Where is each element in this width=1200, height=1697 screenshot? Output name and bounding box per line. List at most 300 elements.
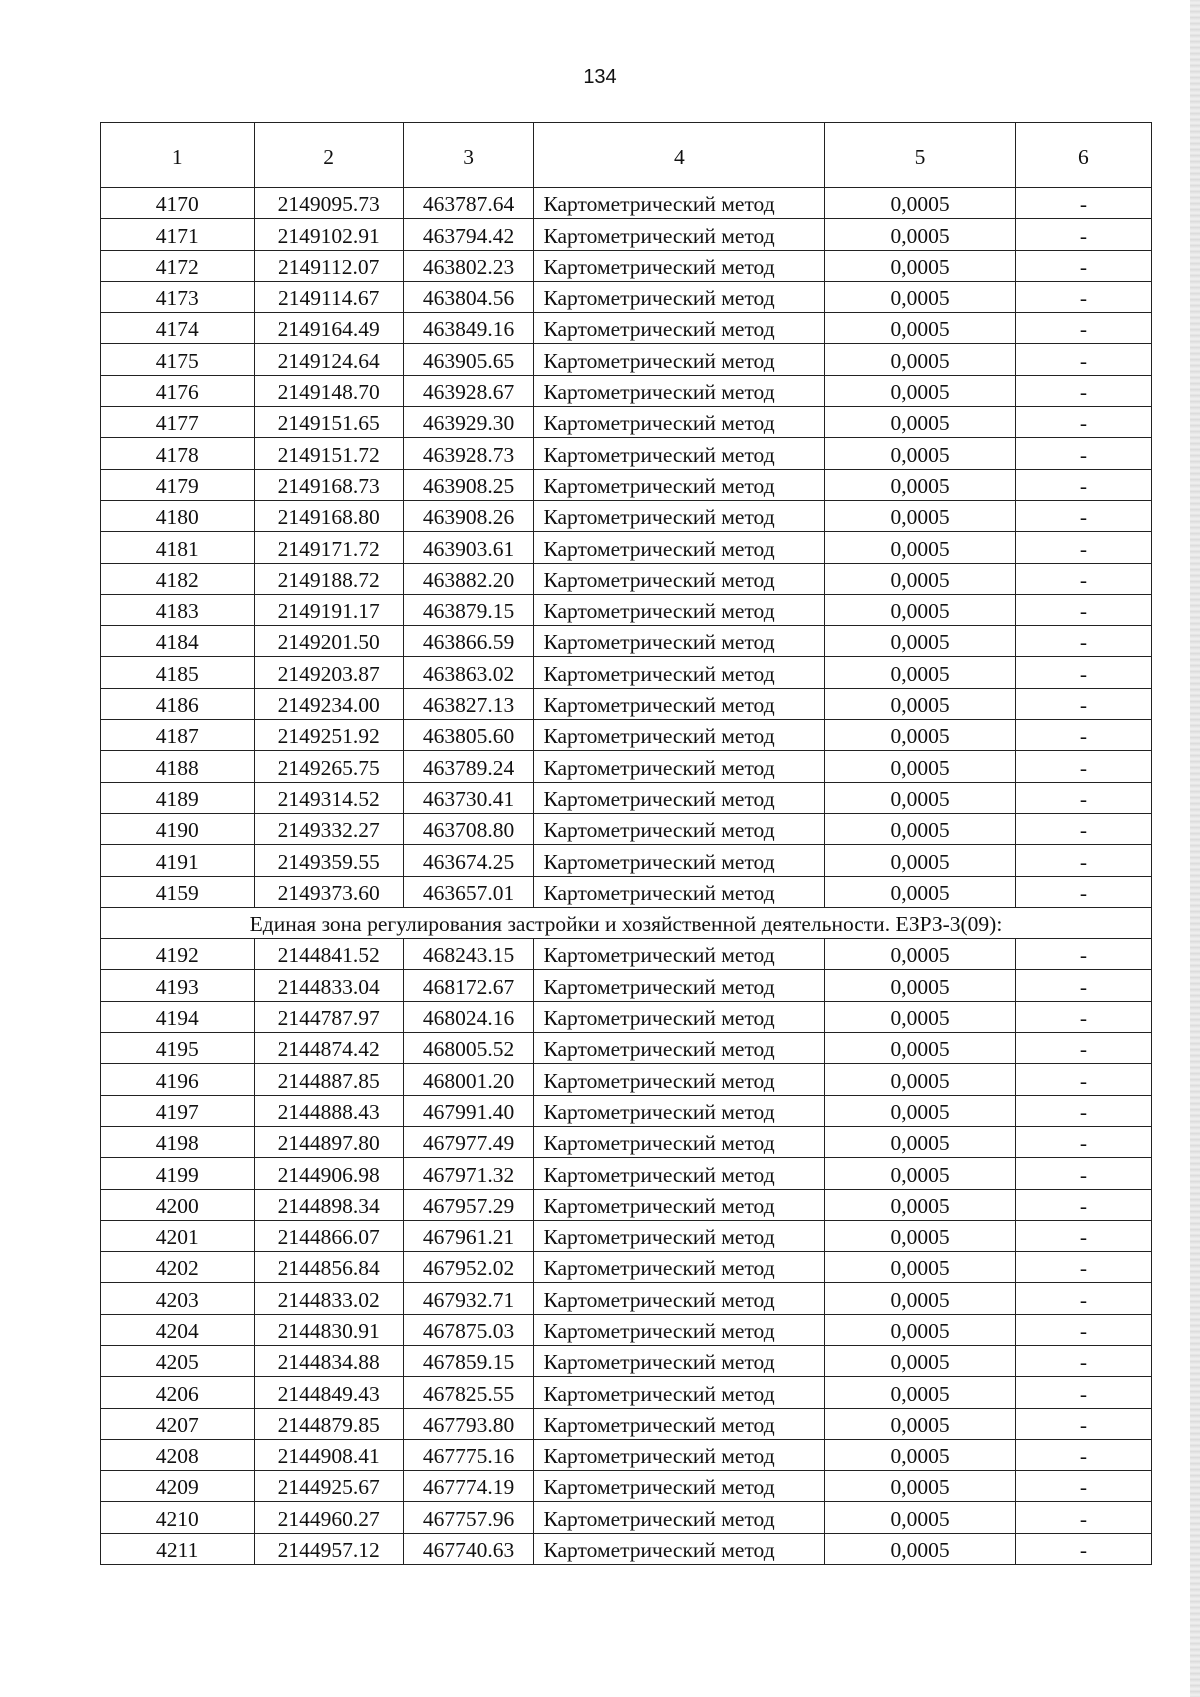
method-cell: Картометрический метод [534, 188, 825, 219]
accuracy-cell: 0,0005 [825, 250, 1016, 281]
note-cell: - [1015, 782, 1151, 813]
note-cell: - [1015, 281, 1151, 312]
table-row [101, 438, 1152, 469]
note-cell: - [1015, 970, 1151, 1001]
point-number-cell: 4208 [101, 1439, 255, 1470]
point-number-cell: 4186 [101, 688, 255, 719]
note-cell: - [1015, 939, 1151, 970]
method-cell: Картометрический метод [534, 1064, 825, 1095]
point-number-cell: 4185 [101, 657, 255, 688]
note-cell: - [1015, 344, 1151, 375]
method-cell: Картометрический метод [534, 313, 825, 344]
accuracy-cell: 0,0005 [825, 813, 1016, 844]
column-header-2: 2 [254, 123, 403, 188]
method-cell: Картометрический метод [534, 1502, 825, 1533]
note-cell: - [1015, 1471, 1151, 1502]
note-cell: - [1015, 375, 1151, 406]
accuracy-cell: 0,0005 [825, 438, 1016, 469]
point-number-cell: 4170 [101, 188, 255, 219]
accuracy-cell: 0,0005 [825, 1220, 1016, 1251]
y-coordinate-cell: 463882.20 [403, 563, 534, 594]
x-coordinate-cell: 2149234.00 [254, 688, 403, 719]
table-body [101, 188, 1152, 1565]
y-coordinate-cell: 468243.15 [403, 939, 534, 970]
y-coordinate-cell: 467757.96 [403, 1502, 534, 1533]
table-row [101, 1502, 1152, 1533]
point-number-cell: 4187 [101, 720, 255, 751]
x-coordinate-cell: 2149151.65 [254, 407, 403, 438]
table-row [101, 281, 1152, 312]
y-coordinate-cell: 467825.55 [403, 1377, 534, 1408]
point-number-cell: 4180 [101, 500, 255, 531]
method-cell: Картометрический метод [534, 1533, 825, 1564]
accuracy-cell: 0,0005 [825, 1252, 1016, 1283]
table-row [101, 1533, 1152, 1564]
accuracy-cell: 0,0005 [825, 313, 1016, 344]
method-cell: Картометрический метод [534, 1408, 825, 1439]
note-cell: - [1015, 1252, 1151, 1283]
note-cell: - [1015, 1095, 1151, 1126]
y-coordinate-cell: 463674.25 [403, 845, 534, 876]
y-coordinate-cell: 467740.63 [403, 1533, 534, 1564]
table-row [101, 375, 1152, 406]
point-number-cell: 4172 [101, 250, 255, 281]
point-number-cell: 4189 [101, 782, 255, 813]
accuracy-cell: 0,0005 [825, 563, 1016, 594]
accuracy-cell: 0,0005 [825, 407, 1016, 438]
y-coordinate-cell: 463908.26 [403, 500, 534, 531]
point-number-cell: 4159 [101, 876, 255, 907]
x-coordinate-cell: 2149114.67 [254, 281, 403, 312]
method-cell: Картометрический метод [534, 281, 825, 312]
header-row [101, 123, 1152, 188]
column-header-3: 3 [403, 123, 534, 188]
point-number-cell: 4181 [101, 532, 255, 563]
x-coordinate-cell: 2149332.27 [254, 813, 403, 844]
x-coordinate-cell: 2144787.97 [254, 1001, 403, 1032]
accuracy-cell: 0,0005 [825, 626, 1016, 657]
table-row [101, 1377, 1152, 1408]
note-cell: - [1015, 1220, 1151, 1251]
note-cell: - [1015, 876, 1151, 907]
x-coordinate-cell: 2149191.17 [254, 594, 403, 625]
note-cell: - [1015, 1283, 1151, 1314]
note-cell: - [1015, 688, 1151, 719]
note-cell: - [1015, 720, 1151, 751]
accuracy-cell: 0,0005 [825, 469, 1016, 500]
point-number-cell: 4177 [101, 407, 255, 438]
x-coordinate-cell: 2149314.52 [254, 782, 403, 813]
y-coordinate-cell: 463804.56 [403, 281, 534, 312]
accuracy-cell: 0,0005 [825, 281, 1016, 312]
accuracy-cell: 0,0005 [825, 375, 1016, 406]
accuracy-cell: 0,0005 [825, 1189, 1016, 1220]
y-coordinate-cell: 467774.19 [403, 1471, 534, 1502]
table-row [101, 657, 1152, 688]
table-row [101, 344, 1152, 375]
x-coordinate-cell: 2149151.72 [254, 438, 403, 469]
point-number-cell: 4193 [101, 970, 255, 1001]
table-row [101, 813, 1152, 844]
method-cell: Картометрический метод [534, 563, 825, 594]
x-coordinate-cell: 2144866.07 [254, 1220, 403, 1251]
y-coordinate-cell: 463879.15 [403, 594, 534, 625]
point-number-cell: 4171 [101, 219, 255, 250]
accuracy-cell: 0,0005 [825, 594, 1016, 625]
y-coordinate-cell: 463866.59 [403, 626, 534, 657]
y-coordinate-cell: 463802.23 [403, 250, 534, 281]
accuracy-cell: 0,0005 [825, 1408, 1016, 1439]
accuracy-cell: 0,0005 [825, 1533, 1016, 1564]
x-coordinate-cell: 2149265.75 [254, 751, 403, 782]
x-coordinate-cell: 2149102.91 [254, 219, 403, 250]
y-coordinate-cell: 463929.30 [403, 407, 534, 438]
column-header-4: 4 [534, 123, 825, 188]
note-cell: - [1015, 1533, 1151, 1564]
accuracy-cell: 0,0005 [825, 1158, 1016, 1189]
method-cell: Картометрический метод [534, 813, 825, 844]
table-row [101, 1408, 1152, 1439]
note-cell: - [1015, 1189, 1151, 1220]
point-number-cell: 4199 [101, 1158, 255, 1189]
table-row [101, 845, 1152, 876]
note-cell: - [1015, 1126, 1151, 1157]
x-coordinate-cell: 2144834.88 [254, 1345, 403, 1376]
y-coordinate-cell: 463928.67 [403, 375, 534, 406]
accuracy-cell: 0,0005 [825, 939, 1016, 970]
accuracy-cell: 0,0005 [825, 1314, 1016, 1345]
x-coordinate-cell: 2144833.02 [254, 1283, 403, 1314]
accuracy-cell: 0,0005 [825, 1283, 1016, 1314]
accuracy-cell: 0,0005 [825, 688, 1016, 719]
method-cell: Картометрический метод [534, 939, 825, 970]
point-number-cell: 4178 [101, 438, 255, 469]
accuracy-cell: 0,0005 [825, 188, 1016, 219]
method-cell: Картометрический метод [534, 1252, 825, 1283]
table-row [101, 594, 1152, 625]
table-row [101, 532, 1152, 563]
x-coordinate-cell: 2144888.43 [254, 1095, 403, 1126]
y-coordinate-cell: 463903.61 [403, 532, 534, 563]
y-coordinate-cell: 463905.65 [403, 344, 534, 375]
y-coordinate-cell: 467875.03 [403, 1314, 534, 1345]
x-coordinate-cell: 2144925.67 [254, 1471, 403, 1502]
table-row [101, 1001, 1152, 1032]
method-cell: Картометрический метод [534, 219, 825, 250]
accuracy-cell: 0,0005 [825, 1377, 1016, 1408]
x-coordinate-cell: 2149148.70 [254, 375, 403, 406]
method-cell: Картометрический метод [534, 782, 825, 813]
y-coordinate-cell: 467957.29 [403, 1189, 534, 1220]
table-row [101, 782, 1152, 813]
y-coordinate-cell: 467952.02 [403, 1252, 534, 1283]
note-cell: - [1015, 813, 1151, 844]
table-row [101, 250, 1152, 281]
table-row [101, 1471, 1152, 1502]
point-number-cell: 4203 [101, 1283, 255, 1314]
y-coordinate-cell: 467961.21 [403, 1220, 534, 1251]
y-coordinate-cell: 467977.49 [403, 1126, 534, 1157]
method-cell: Картометрический метод [534, 626, 825, 657]
table-row [101, 876, 1152, 907]
x-coordinate-cell: 2149171.72 [254, 532, 403, 563]
accuracy-cell: 0,0005 [825, 500, 1016, 531]
accuracy-cell: 0,0005 [825, 720, 1016, 751]
table-row [101, 563, 1152, 594]
point-number-cell: 4176 [101, 375, 255, 406]
method-cell: Картометрический метод [534, 1439, 825, 1470]
table-row [101, 313, 1152, 344]
x-coordinate-cell: 2149251.92 [254, 720, 403, 751]
x-coordinate-cell: 2149168.73 [254, 469, 403, 500]
x-coordinate-cell: 2149124.64 [254, 344, 403, 375]
point-number-cell: 4188 [101, 751, 255, 782]
accuracy-cell: 0,0005 [825, 1126, 1016, 1157]
note-cell: - [1015, 188, 1151, 219]
point-number-cell: 4201 [101, 1220, 255, 1251]
note-cell: - [1015, 407, 1151, 438]
point-number-cell: 4209 [101, 1471, 255, 1502]
note-cell: - [1015, 1502, 1151, 1533]
note-cell: - [1015, 1377, 1151, 1408]
point-number-cell: 4202 [101, 1252, 255, 1283]
y-coordinate-cell: 467793.80 [403, 1408, 534, 1439]
table-row [101, 1126, 1152, 1157]
y-coordinate-cell: 467991.40 [403, 1095, 534, 1126]
accuracy-cell: 0,0005 [825, 876, 1016, 907]
table-row [101, 188, 1152, 219]
method-cell: Картометрический метод [534, 1189, 825, 1220]
note-cell: - [1015, 1001, 1151, 1032]
method-cell: Картометрический метод [534, 1345, 825, 1376]
point-number-cell: 4198 [101, 1126, 255, 1157]
column-header-5: 5 [825, 123, 1016, 188]
table-row [101, 1158, 1152, 1189]
y-coordinate-cell: 463827.13 [403, 688, 534, 719]
method-cell: Картометрический метод [534, 970, 825, 1001]
y-coordinate-cell: 463789.24 [403, 751, 534, 782]
point-number-cell: 4196 [101, 1064, 255, 1095]
table-row [101, 626, 1152, 657]
page-number: 134 [583, 66, 617, 88]
table-row [101, 469, 1152, 500]
note-cell: - [1015, 1439, 1151, 1470]
point-number-cell: 4210 [101, 1502, 255, 1533]
accuracy-cell: 0,0005 [825, 1471, 1016, 1502]
x-coordinate-cell: 2144957.12 [254, 1533, 403, 1564]
x-coordinate-cell: 2149168.80 [254, 500, 403, 531]
note-cell: - [1015, 1033, 1151, 1064]
point-number-cell: 4204 [101, 1314, 255, 1345]
note-cell: - [1015, 626, 1151, 657]
table-row [101, 939, 1152, 970]
method-cell: Картометрический метод [534, 1283, 825, 1314]
y-coordinate-cell: 463928.73 [403, 438, 534, 469]
method-cell: Картометрический метод [534, 688, 825, 719]
point-number-cell: 4182 [101, 563, 255, 594]
method-cell: Картометрический метод [534, 1314, 825, 1345]
y-coordinate-cell: 467775.16 [403, 1439, 534, 1470]
table-row [101, 500, 1152, 531]
y-coordinate-cell: 463708.80 [403, 813, 534, 844]
table-row [101, 1064, 1152, 1095]
y-coordinate-cell: 468001.20 [403, 1064, 534, 1095]
y-coordinate-cell: 463805.60 [403, 720, 534, 751]
method-cell: Картометрический метод [534, 1471, 825, 1502]
x-coordinate-cell: 2149112.07 [254, 250, 403, 281]
method-cell: Картометрический метод [534, 1033, 825, 1064]
y-coordinate-cell: 463730.41 [403, 782, 534, 813]
table-row [101, 1314, 1152, 1345]
table-row [101, 970, 1152, 1001]
y-coordinate-cell: 463849.16 [403, 313, 534, 344]
y-coordinate-cell: 463908.25 [403, 469, 534, 500]
x-coordinate-cell: 2144897.80 [254, 1126, 403, 1157]
method-cell: Картометрический метод [534, 500, 825, 531]
coordinates-table [100, 122, 1152, 1565]
note-cell: - [1015, 594, 1151, 625]
x-coordinate-cell: 2144874.42 [254, 1033, 403, 1064]
accuracy-cell: 0,0005 [825, 1001, 1016, 1032]
x-coordinate-cell: 2144960.27 [254, 1502, 403, 1533]
table-row [101, 751, 1152, 782]
point-number-cell: 4200 [101, 1189, 255, 1220]
section-title-row [101, 907, 1152, 938]
note-cell: - [1015, 1158, 1151, 1189]
y-coordinate-cell: 463787.64 [403, 188, 534, 219]
y-coordinate-cell: 467971.32 [403, 1158, 534, 1189]
table-row [101, 1283, 1152, 1314]
y-coordinate-cell: 467859.15 [403, 1345, 534, 1376]
point-number-cell: 4207 [101, 1408, 255, 1439]
table-row [101, 1095, 1152, 1126]
point-number-cell: 4184 [101, 626, 255, 657]
table-row [101, 407, 1152, 438]
method-cell: Картометрический метод [534, 250, 825, 281]
point-number-cell: 4191 [101, 845, 255, 876]
accuracy-cell: 0,0005 [825, 845, 1016, 876]
point-number-cell: 4190 [101, 813, 255, 844]
x-coordinate-cell: 2149359.55 [254, 845, 403, 876]
accuracy-cell: 0,0005 [825, 782, 1016, 813]
method-cell: Картометрический метод [534, 469, 825, 500]
x-coordinate-cell: 2149203.87 [254, 657, 403, 688]
point-number-cell: 4174 [101, 313, 255, 344]
method-cell: Картометрический метод [534, 344, 825, 375]
column-header-6: 6 [1015, 123, 1151, 188]
point-number-cell: 4183 [101, 594, 255, 625]
x-coordinate-cell: 2144908.41 [254, 1439, 403, 1470]
x-coordinate-cell: 2144830.91 [254, 1314, 403, 1345]
table-row [101, 1345, 1152, 1376]
method-cell: Картометрический метод [534, 532, 825, 563]
note-cell: - [1015, 845, 1151, 876]
accuracy-cell: 0,0005 [825, 532, 1016, 563]
y-coordinate-cell: 468172.67 [403, 970, 534, 1001]
accuracy-cell: 0,0005 [825, 657, 1016, 688]
method-cell: Картометрический метод [534, 1126, 825, 1157]
method-cell: Картометрический метод [534, 720, 825, 751]
x-coordinate-cell: 2149373.60 [254, 876, 403, 907]
column-header-1: 1 [101, 123, 255, 188]
note-cell: - [1015, 532, 1151, 563]
method-cell: Картометрический метод [534, 657, 825, 688]
x-coordinate-cell: 2144898.34 [254, 1189, 403, 1220]
table-row [101, 720, 1152, 751]
method-cell: Картометрический метод [534, 407, 825, 438]
x-coordinate-cell: 2149188.72 [254, 563, 403, 594]
method-cell: Картометрический метод [534, 1377, 825, 1408]
point-number-cell: 4179 [101, 469, 255, 500]
method-cell: Картометрический метод [534, 751, 825, 782]
method-cell: Картометрический метод [534, 845, 825, 876]
method-cell: Картометрический метод [534, 1158, 825, 1189]
y-coordinate-cell: 468024.16 [403, 1001, 534, 1032]
method-cell: Картометрический метод [534, 1095, 825, 1126]
table-row [101, 1252, 1152, 1283]
y-coordinate-cell: 463657.01 [403, 876, 534, 907]
accuracy-cell: 0,0005 [825, 219, 1016, 250]
scan-edge [1190, 0, 1200, 1697]
x-coordinate-cell: 2144833.04 [254, 970, 403, 1001]
point-number-cell: 4197 [101, 1095, 255, 1126]
table-row [101, 688, 1152, 719]
point-number-cell: 4194 [101, 1001, 255, 1032]
x-coordinate-cell: 2144887.85 [254, 1064, 403, 1095]
x-coordinate-cell: 2149164.49 [254, 313, 403, 344]
section-title: Единая зона регулирования застройки и хозяйственной деятельности. ЕЗРЗ-3(09): [101, 907, 1152, 938]
note-cell: - [1015, 1345, 1151, 1376]
note-cell: - [1015, 1064, 1151, 1095]
point-number-cell: 4211 [101, 1533, 255, 1564]
x-coordinate-cell: 2149095.73 [254, 188, 403, 219]
accuracy-cell: 0,0005 [825, 1345, 1016, 1376]
point-number-cell: 4173 [101, 281, 255, 312]
point-number-cell: 4205 [101, 1345, 255, 1376]
x-coordinate-cell: 2144879.85 [254, 1408, 403, 1439]
note-cell: - [1015, 219, 1151, 250]
accuracy-cell: 0,0005 [825, 751, 1016, 782]
y-coordinate-cell: 468005.52 [403, 1033, 534, 1064]
table-row [101, 1033, 1152, 1064]
x-coordinate-cell: 2149201.50 [254, 626, 403, 657]
y-coordinate-cell: 463794.42 [403, 219, 534, 250]
method-cell: Картометрический метод [534, 1001, 825, 1032]
x-coordinate-cell: 2144841.52 [254, 939, 403, 970]
note-cell: - [1015, 250, 1151, 281]
note-cell: - [1015, 563, 1151, 594]
method-cell: Картометрический метод [534, 1220, 825, 1251]
point-number-cell: 4206 [101, 1377, 255, 1408]
note-cell: - [1015, 313, 1151, 344]
x-coordinate-cell: 2144856.84 [254, 1252, 403, 1283]
x-coordinate-cell: 2144849.43 [254, 1377, 403, 1408]
method-cell: Картометрический метод [534, 375, 825, 406]
accuracy-cell: 0,0005 [825, 1064, 1016, 1095]
y-coordinate-cell: 467932.71 [403, 1283, 534, 1314]
note-cell: - [1015, 438, 1151, 469]
note-cell: - [1015, 469, 1151, 500]
point-number-cell: 4192 [101, 939, 255, 970]
accuracy-cell: 0,0005 [825, 1439, 1016, 1470]
note-cell: - [1015, 1314, 1151, 1345]
table-row [101, 1189, 1152, 1220]
method-cell: Картометрический метод [534, 876, 825, 907]
note-cell: - [1015, 500, 1151, 531]
accuracy-cell: 0,0005 [825, 344, 1016, 375]
method-cell: Картометрический метод [534, 594, 825, 625]
note-cell: - [1015, 1408, 1151, 1439]
